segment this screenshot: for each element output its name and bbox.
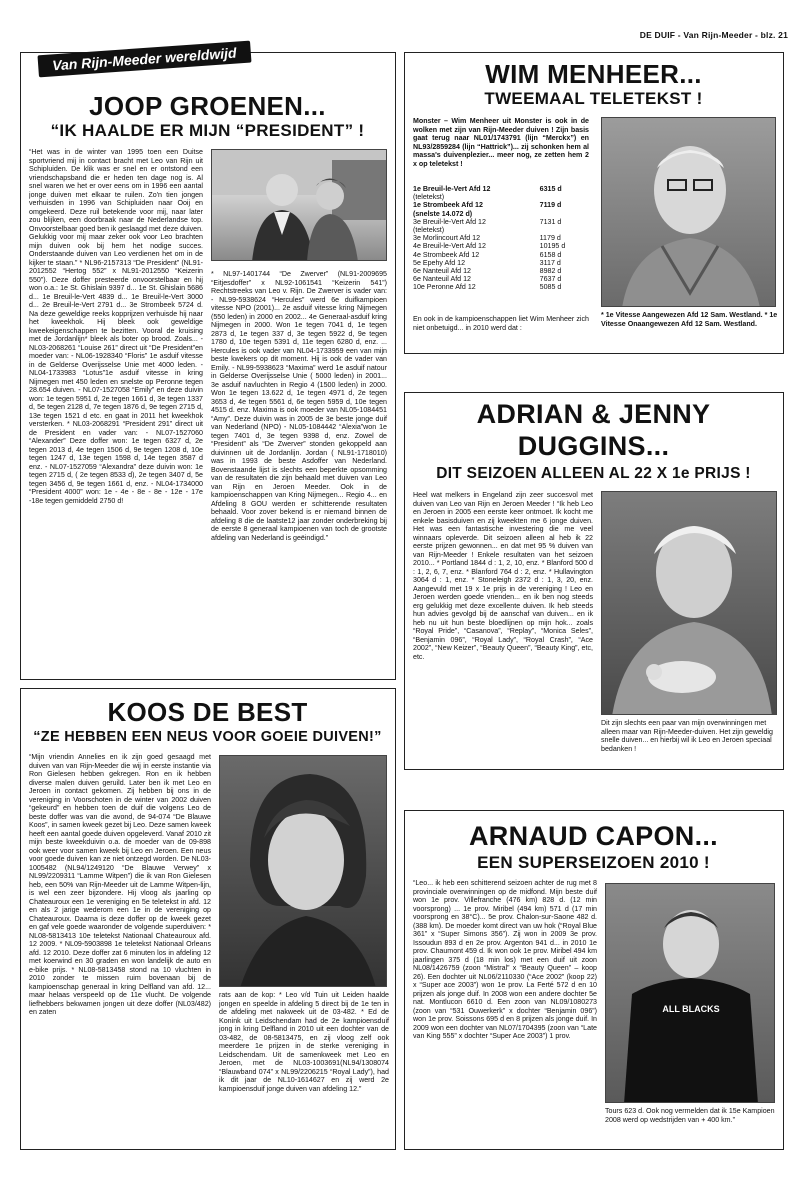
article-title: WIM MENHEER...	[485, 59, 702, 89]
article-text-col2: rats aan de kop: * Leo v/d Tuin uit Leiden haalde jongen en speelde in afdeling 5 direct bij de 1e ten in de afdeling met nakweek uit de 03-482. * Ed de Konink uit Leidschendam had de 2e kampioensduif jong in kring Delfland in 2010 uit een dochter van de 03-482, de 08-5813475, en zij vloog zelf ook meerdere 1e prijzen in de sterke vereniging in Leidschendam. Uit de samenkweek met Leo en Jeroen, met de NL03-1003691(NL94/1308074 “Blauwband 074” x NL99/2206215 “Royal Lady”), had ik dit jaar de NL10-1614627 en zij werd 2e kampioensduif jonge duiven van afdeling 12.”	[219, 991, 389, 1093]
photo-caption: * 1e Vitesse Aangewezen Afd 12 Sam. Westland. * 1e Vitesse Onaangewezen Afd 12 Sam. Westland.	[601, 311, 778, 328]
result-race: 1e Breuil-le-Vert Afd 12	[413, 185, 491, 193]
result-count: 8982 d	[539, 267, 562, 276]
result-race: 4e Strombeek Afd 12	[413, 250, 480, 259]
article-title: JOOP GROENEN...	[89, 91, 326, 121]
result-count: 7637 d	[539, 275, 562, 284]
photo-menheer	[601, 117, 776, 307]
result-count	[534, 210, 583, 218]
photo-debest	[219, 755, 387, 987]
result-row	[413, 275, 583, 283]
article-title: ADRIAN & JENNY	[476, 399, 711, 429]
result-row	[413, 201, 583, 209]
article-text: “Leo... ik heb een schitterend seizoen achter de rug met 8 provinciale overwinningen op de midfond. Mijn beste duif won 1e prov. Villefranche (476 km) 828 d. (12 min voorsprong) ... 1e prov. Miribel (494 km) 571 d (17 min voorsprong en 38°C)... 5e prov. Chalon-sur-Saone 482 d. (388 km). De moeder komt direct van uw hok (“Royal Blue 361” x “Super Simons 356”). Zij won in 2009 3e prov. Issoudun 893 d en 2e prov. Argenton 941 d... in 2010 1e prov. Chaumont 459 d. Ik won ook 1e prov. Miribel 494 km jaarlingen 375 d (18 min los) met een duif uit zoon NL08/1426759 (zoon “Mistral” x “Beauty Queen” – koop 26). Een dochter uit NL06/2110330 (“Ace 2002” (koop 22) x “Super ace 2003”) won 1e prov. La Ferté 572 d en 10 prijzen als jonge duif. In 2008 won een andere dochter 5e nat. Montlucon 6610 d. Een zoon van NL09/1080273 (zoon van “531 Ouwerkerk” x dochter “Benjamin 096”) won 1e prov. Soissons 695 d en 8 prijzen als jonge duif. In 2009 won een dochter van NL07/1704395 (zoon van “Late van King 555” x dochter “Super Ace 2003”) 1 prov.	[413, 879, 597, 1040]
article-groenen	[20, 52, 396, 680]
results-table	[413, 185, 583, 292]
photo-caption: Tours 623 d. Ook nog vermelden dat ik 15e Kampioen 2008 werd op wedstrijden van + 400 km.”	[605, 1107, 775, 1124]
article-debest	[20, 688, 396, 1150]
result-row	[413, 193, 583, 201]
result-row	[413, 185, 583, 193]
article-outro: En ook in de kampioenschappen liet Wim Menheer zich niet onbetuigd... in 2010 werd dat :	[413, 315, 589, 332]
result-count: 6315 d	[539, 185, 562, 193]
result-count: 10195 d	[539, 242, 566, 251]
man-in-rugby-shirt-illustration	[606, 884, 775, 1103]
running-header: DE DUIF - Van Rijn-Meeder - blz. 21	[639, 30, 788, 40]
result-race: 10e Peronne Afd 12	[413, 283, 476, 292]
article-capon	[404, 810, 784, 1150]
article-text-col1: “Het was in de winter van 1995 toen een Duitse sportvriend mij in contact bracht met Leo van Rijn uit Schipluiden. De klik was er snel en er ontstond een vriendschapsband die er heden ten dage nog is. Al snel waren we het er over eens om in 1996 een aantal jonge duiven met elkaar te ruilen. Zo'n tien jongen verhuisden in 1996 van Schipluiden naar Ooij en omgekeerd. Deze ruil betekende voor mij, naar later zou blijken, een doorbraak naar de Nederlandse top. Onvoorstelbaar goed ben ik geslaagd met deze duiven. Gelukkig voor mij maar zeker ook voor Leo brachten mijn duiven ook bij hem het nodige succes. Onderstaande duiven van Leo verdienen het om in de kijker te staan.” * NL96-2157313 “De President” (NL91-2012552 “Hertog 552” x NL91-2012550 “Keizerin 550”). Deze doffer presteerde onvoorstelbaar en hij won o.a.: 1e St. Ghislain 9397 d... 1e St. Ghislain 5686 d... 1e Breuil-le-Vert 4839 d... 1e Breuil-le-Vert 3000 d... 2e Breuil-le-Vert 2791 d... 3e Strombeek 5724 d. Na deze geweldige reeks kopprijzen verhuisde hij naar het kweekhok. Hij bleek ook geweldige kweekeigenschappen te bezitten. Vooral de kruising met de Jordanlijn* bleek als boter op brood. Zoals... - NL03-2068261 “Louise 261” direct uit “De President”en moeder van: - NL06-1928340 “Floris” 1e asduif vitesse in de Gelderse Overijsselse Unie met 4000 leden. - NL04-1733983 “Lotus”1e asduif vitesse in kring Nijmegen met 450 leden en snelste op Peronne tegen 28.654 duiven. - NL07-1527058 “Emily” en deze duivin won: 1e tegen 5951 d, 2e tegen 1661 d, 3e tegen 1337 d, 5e tegen 2128 d, 7e tegen 1876 d, 9e tegen 2715 d, 13e tegen 1521 d etc. en gaat in 2011 het kweekhok versterken. * NL03-2068291 “President 291” direct uit de President en vader van: - NL07-1527060 “Alexander” Deze doffer won: 1e tegen 6327 d, 2e tegen 2013 d, 4e tegen 1506 d, 9e tegen 1208 d, 10e tegen 1247 d, 13e tegen 1598 d, 14e tegen 3587 d enz. - NL07-1527059 “Alexandra” deze duivin won: 1e tegen 2715 d, ( 2e tegen 8533 d), 2e tegen 3407 d, 5e tegen 3456 d, 9e tegen 1661 d, enz. - NL04-1734000 “President 4000” won: 1e - 4e - 8e - 8e - 12e - 17e -18e tegen gemiddeld 2750 d!	[29, 148, 203, 505]
man-portrait-illustration	[602, 118, 776, 307]
article-text-col1: “Mijn vriendin Annelies en ik zijn goed gesaagd met duiven van van Rijn-Meeder die wij in eerste instantie via Ron Gielesen hebben gekregen. Ron en ik hebben diverse malen duiven geruild. Later ben ik met Leo en Jeroen in contact gekomen. Zij hebben bij ons in de vereniging in Voorschoten in de winter van 2002 duiven “gekeurd” en hebben toen de duif die volgens Leo de beste doffer was van die avond, de 94-074 “De Blauwe Koos”, in samen kweek gezet bij Leo. Deze samen kweek heeft een aantal goede duiven opgeleverd. Vanaf 2010 zit mijn beste kweekduivin o.a. de moeder van de 09-898 ook weer voor samen kweek bij Leo en Jeroen. Een neus voor goede duiven kan ze niet ontzegd worden. De NL03-1005482 (NL94/1249120 “De Blauwe Verwey” x NL99/2209311 “Lamme Witpen”) die ik van Ron Gielesen heb, een 50% van Rijn-Meeder uit de Lamme Witpen-lijn, is wel een zeer bijzondere. Hij vloog als jaarling op Chateauroux een 1e vereniging en 5e teletekst in afd. 12 en als 2 jarige wederom een 1e in de vereniging op Chateauroux. Daarna is deze doffer op de kweek gezet en gaf vele goede waaronder de volgende superduiven: * NL08-5813413 10e teletekst Nationaal Chateauroux afd. 12 2009. * NL09-5903898 1e teletekst Nationaal Orleans afd. 12 2010. Deze doffer zat 6 minuten los in afdeling 12 met koerwind en 30 graden en won landelijk de auto en e-bike prijs. * NL08-5813458 stond na 10 vluchten in 2010 zonder te missen ruim bovenaan bij de kampioenschap generaal in kring Delfland van afd. 12... maar helaas verspeeld op de 11e vlucht. De volgende liefhebbers bekwamen jongen uit deze doffer (NL03/482) en zaten	[29, 753, 211, 1016]
result-row	[413, 259, 583, 267]
article-title-line2: DUGGINS...	[517, 431, 670, 461]
result-count: 5085 d	[539, 283, 562, 292]
result-count	[534, 193, 583, 201]
article-text: Heel wat melkers in Engeland zijn zeer succesvol met duiven van Leo van Rijn en Jeroen Meeder ! “Ik heb Leo en Jeroen in 2005 een eerste keer ontmoet. Ik kocht me enkele basisduiven en zij kweekten me 6 jonge duiven. Het was een fantastische investering die me veel winnaars opleverde. Dit seizoen alleen al heb ik 22 eerste prijzen gewonnen... en dat met 95 % duiven van van Rijn-Meeder ! Enkele resultaten van het seizoen 2010... * Portland 1844 d : 1, 2, 10, enz. * Blanford 500 d : 1, 2, 6, 7, enz. * Blanford 764 d : 2, enz. * Hullavington 3064 d : 1, enz. * Stoneleigh 2372 d : 1, 3, 20, enz. Aangevuld met 19 x 1e prijs in de vereniging ! Leo en Jeroen werden goede vrienden... en ik ben nog steeds erg gelukkig met deze excellente duiven. Ik heb steeds hun advies gevolgd bij de aanschaf van duiven... en ik heb nu uit hun beste bloedlijnen op mijn hok... zoals “Royal Pride”, “Casanova”, “Replay”, “Monica Seles”, “Benjamin 096”, “Royal Lady”, “Royal Crash”, “Ace 2002”, “New Keizer”, “Beauty Queen”, “Beauty King”, etc, etc.	[413, 491, 593, 661]
photo-groenen-couple	[211, 149, 387, 261]
article-title: KOOS DE BEST	[107, 697, 308, 727]
result-count	[534, 226, 583, 234]
result-race: 3e Morlincourt Afd 12	[413, 234, 481, 243]
result-race: 6e Nanteuil Afd 12	[413, 267, 471, 276]
result-row	[413, 210, 583, 218]
shirt-lettering: ALL BLACKS	[662, 1004, 720, 1014]
article-subtitle: DIT SEIZOEN ALLEEN AL 22 X 1e PRIJS !	[436, 465, 751, 482]
woman-portrait-illustration	[220, 756, 387, 987]
result-row	[413, 251, 583, 259]
photo-caption: Dit zijn slechts een paar van mijn overwinningen met alleen maar van Rijn-Meeder-duiven. Het zijn geweldig snelle duiven... en hierbij wil ik Leo en Jeroen speciaal bedanken !	[601, 719, 773, 753]
result-row	[413, 267, 583, 275]
result-race: 5e Epehy Afd 12	[413, 258, 466, 267]
article-text-col2: * NL97-1401744 “De Zwerver” (NL91-2009695 “Eitjesdoffer” x NL92-1061541 “Keizerin 541”) Rechtstreeks van Leo v. Rijn. De Zwerver is vader van: - NL99-5938624 “Hercules” werd 6e duifkampioen vitesse NPO (2001)... 2e asduif vitesse kring Nijmegen (550 leden) in 2000 en 2002... 4e Generaal-asduif kring Nijmegen in 2000. Won 1e tegen 7041 d, 1e tegen 2873 d, 1e tegen 337 d, 3e tegen 5922 d, 9e tegen 1780 d, 10e tegen 5391 d, 11e tegen 6280 d, enz. ... Hercules is ook vader van NL04-1733959 een van mijn beste kwekers op dit moment. Hij is ook de vader van Emily. - NL99-5938623 “Maxima” werd 1e asduif natour in Gelderse Overijsselse Unie ( 5000 leden) in 2001... 3e asduif navluchten in Regio 4 (1500 leden) in 2000. Won 1e tegen 13.622 d, 1e tegen 4971 d, 2e tegen 3653 d, 4e tegen 5561 d, 6e tegen 5959 d, 10e tegen 4515 d. enz. Maxima is ook moeder van NL05-1084451 “Amy”. Deze duivin was in 2005 de 3e beste jonge duif van Nederland (NPO) - NL05-1084442 “Alexia”won 1e tegen 7401 d, 3e tegen 9398 d, enz. Zowel de “President” als “De Zwerver” stonden gekoppeld aan duivinnen uit de Jordanlijn. Jordan ( NL91-1718010) was in 1993 de beste Asdoffer van Nederland. Bovenstaande lijst is slechts een beperkte opsomming van de resultaten die zijn behaald met duiven van Leo van Rijn en Jeroen Meeder. Ook in de kampioenschappen van Kring Nijmegen... Regio 4... en Afdeling 8 GOU werden er schitterende resultaten behaald. Voor zover bekend is er niemand binnen de afdeling 8 die de laatste12 jaar zonder onderbreking bij de eerste 8 generaal kampioenen van toch de grootste afdeling van Nederland is geëindigd.”	[211, 270, 387, 542]
result-race: 1e Strombeek Afd 12	[413, 201, 483, 210]
result-race: 4e Breuil-le-Vert Afd 12	[413, 242, 486, 251]
result-race: 3e Breuil-le-Vert Afd 12	[413, 217, 486, 226]
article-menheer	[404, 52, 784, 354]
result-row	[413, 283, 583, 291]
article-subtitle: TWEEMAAL TELETEKST !	[484, 89, 703, 108]
result-race: 6e Nanteuil Afd 12	[413, 275, 471, 284]
result-row	[413, 242, 583, 250]
photo-capon	[605, 883, 775, 1103]
section-banner: Van Rijn-Meeder wereldwijd	[37, 41, 251, 78]
result-count: 7119 d	[539, 201, 562, 210]
result-count: 3117 d	[539, 258, 561, 267]
article-subtitle: “IK HAALDE ER MIJN “PRESIDENT” !	[50, 121, 365, 140]
man-with-pigeon-illustration	[602, 492, 777, 715]
result-count: 6158 d	[539, 250, 562, 259]
article-subtitle: “ZE HEBBEN EEN NEUS VOOR GOEIE DUIVEN!”	[33, 729, 382, 745]
result-race: (teletekst)	[413, 193, 445, 202]
article-title: ARNAUD CAPON...	[468, 821, 718, 851]
photo-duggins	[601, 491, 777, 715]
result-row	[413, 234, 583, 242]
result-row	[413, 218, 583, 226]
article-intro: Monster – Wim Menheer uit Monster is ook in de wolken met zijn van Rijn-Meeder duiven ! Zijn basis gaat terug naar NL01/1743791 (lijn “Merckx”) en NL93/2859284 (lijn “Hattrick”)... zij schonken hem al massa's duivenplezier... meer nog, ze zetten hem 2 x op teletekst !	[413, 117, 589, 168]
result-race: (snelste 14.072 d)	[413, 209, 473, 218]
result-count: 1179 d	[539, 234, 561, 243]
result-count: 7131 d	[539, 217, 562, 226]
couple-illustration	[212, 150, 387, 261]
result-row	[413, 226, 583, 234]
article-duggins	[404, 392, 784, 770]
result-race: (teletekst)	[413, 226, 445, 235]
article-subtitle: EEN SUPERSEIZOEN 2010 !	[477, 853, 710, 872]
